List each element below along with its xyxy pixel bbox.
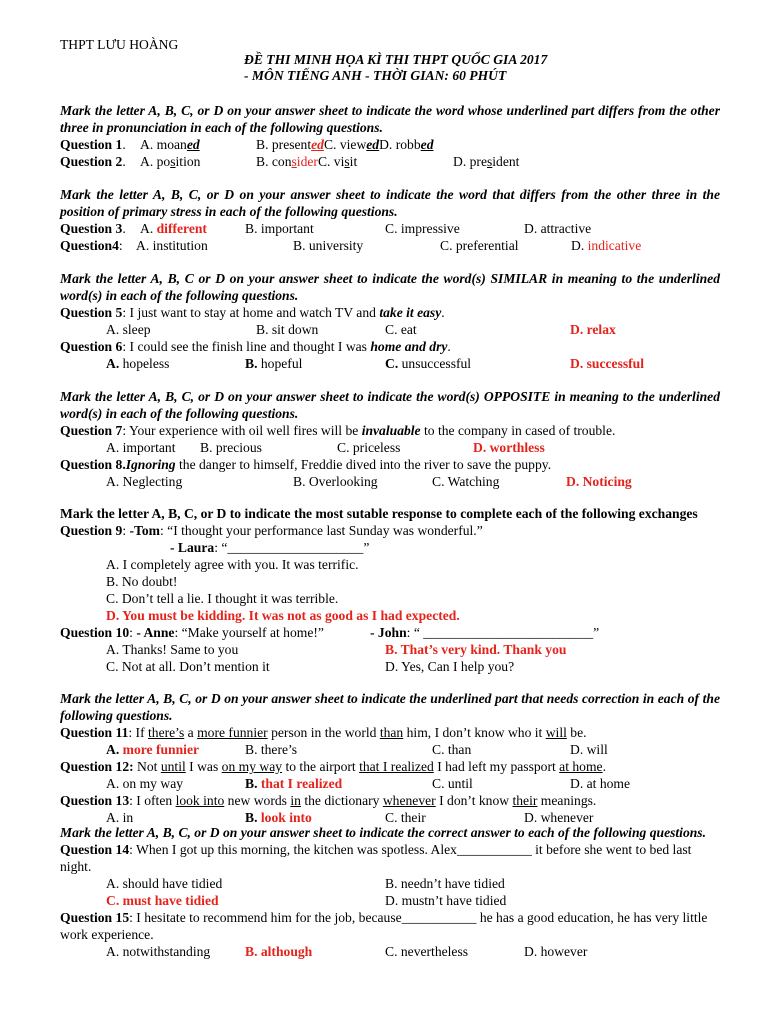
option-a: A. sleep: [106, 322, 151, 337]
option-b: B. That’s very kind. Thank you: [385, 642, 567, 657]
option-c: C. their: [385, 810, 426, 825]
exam-title-line1: ĐỀ THI MINH HỌA KÌ THI THPT QUỐC GIA 2017: [244, 52, 548, 67]
question-10-options-cd: [60, 658, 720, 675]
question-2: Question 2. A. position B. considerC. visit D. president: [60, 154, 520, 169]
question-3: Question 3. A. different B. important C. impressive D. attractive: [60, 221, 592, 236]
option-c: C. Watching: [432, 474, 500, 489]
question-6-options: [60, 355, 720, 372]
section-opposite: [60, 388, 720, 490]
option-d: D. at home: [570, 776, 631, 791]
option-d: D. Yes, Can I help you?: [385, 659, 515, 674]
option-a: A. hopeless: [106, 356, 170, 371]
question-8-options: [60, 473, 720, 490]
option-c: C. priceless: [337, 440, 401, 455]
question-label: Question 9: [60, 523, 123, 538]
option-a: A. important: [106, 440, 176, 455]
section-stress: [60, 186, 720, 254]
option-a: A. moaned: [140, 137, 200, 152]
question-14: Question 14: When I got up this morning, the kitchen was spotless. Alex___________ it before she went to bed last night.: [60, 842, 692, 874]
option-a: A. institution: [136, 238, 208, 253]
question-label: Question 14: [60, 842, 130, 857]
instruction: Mark the letter A, B, C, or D on your answer sheet to indicate the word whose underlined part differs from the other three in pronunciation in each of the following questions.: [60, 103, 720, 135]
option-d: D. president: [453, 154, 520, 169]
question-14-options-cd: [60, 892, 720, 909]
option-b: B. precious: [200, 440, 262, 455]
option-c: C. preferential: [440, 238, 519, 253]
option-d: D. attractive: [524, 221, 592, 236]
question-9: Question 9: -Tom: “I thought your performance last Sunday was wonderful.”: [60, 523, 483, 538]
option-a: A. in: [106, 810, 134, 825]
question-15: Question 15: I hesitate to recommend him for the job, because___________ he has a good education, he has very little work experience.: [60, 910, 708, 942]
question-10-options-ab: [60, 641, 720, 658]
option-d: D. relax: [570, 322, 616, 337]
question-7-options: [60, 439, 720, 456]
option-c: C. until: [432, 776, 473, 791]
question-7: Question 7: Your experience with oil well fires will be invaluable to the company in cased of trouble.: [60, 423, 616, 438]
question-label: Question 3: [60, 221, 123, 236]
option-a: A. Neglecting: [106, 474, 183, 489]
option-d: D. however: [524, 944, 588, 959]
option-c: C. Not at all. Don’t mention it: [106, 659, 270, 674]
instruction: Mark the letter A, B, C, or D on your answer sheet to indicate the word that differs from the other three in the position of primary stress in each of the following questions.: [60, 187, 720, 219]
option-b: B. important: [245, 221, 314, 236]
question-label: Question 7: [60, 423, 123, 438]
question-5-options: [60, 321, 720, 338]
section-similar: [60, 270, 720, 372]
option-c: C. impressive: [385, 221, 460, 236]
option-d: D. indicative: [571, 238, 642, 253]
question-15-options: [60, 943, 720, 960]
question-label: Question 5: [60, 305, 123, 320]
question-5: Question 5: I just want to stay at home and watch TV and take it easy.: [60, 305, 445, 320]
question-9-option-c: C. Don’t tell a lie. I thought it was terrible.: [106, 591, 339, 606]
section-correction: [60, 690, 720, 826]
question-9-option-b: B. No doubt!: [106, 574, 178, 589]
school-name: THPT LƯU HOÀNG: [60, 37, 179, 52]
option-a: A. should have tidied: [106, 876, 223, 891]
option-c: C. than: [432, 742, 472, 757]
question-8: Question 8.Ignoring the danger to himself, Freddie dived into the river to save the puppy.: [60, 457, 552, 472]
instruction: Mark the letter A, B, C, or D on your answer sheet to indicate the underlined part that needs correction in each of the following questions.: [60, 691, 720, 723]
option-c: C. must have tidied: [106, 893, 219, 908]
question-1: Question 1. A. moaned B. presentedC. viewedD. robbed: [60, 137, 434, 152]
question-9-option-a: A. I completely agree with you. It was terrific.: [106, 557, 359, 572]
question-label: Question 6: [60, 339, 123, 354]
instruction: Mark the letter A, B, C, or D on your answer sheet to indicate the word(s) OPPOSITE in meaning to the underlined word(s) in each of the following questions.: [60, 389, 720, 421]
option-d: D. mustn’t have tidied: [385, 893, 507, 908]
question-label: Question 1: [60, 137, 123, 152]
question-4: Question4: A. institution B. university C. preferential D. indicative: [60, 238, 642, 253]
option-b: B. presentedC. viewedD. robbed: [256, 137, 434, 152]
option-b: B. Overlooking: [293, 474, 378, 489]
option-b: B. sit down: [256, 322, 319, 337]
question-12: Question 12: Not until I was on my way to the airport that I realized I had left my passport at home.: [60, 759, 606, 774]
question-13: Question 13: I often look into new words in the dictionary whenever I don’t know their meanings.: [60, 793, 597, 808]
option-c: C. eat: [385, 322, 417, 337]
question-9-option-d: D. You must be kidding. It was not as good as I had expected.: [106, 608, 460, 623]
question-14-options-ab: [60, 875, 720, 892]
option-d: D. worthless: [473, 440, 545, 455]
option-b: B. considerC. visit: [256, 154, 358, 169]
option-a: A. notwithstanding: [106, 944, 211, 959]
question-label: Question 13: [60, 793, 130, 808]
option-a: A. position: [140, 154, 201, 169]
section-correct-answer: [60, 824, 720, 960]
option-b: B. needn’t have tidied: [385, 876, 505, 891]
question-12-options: [60, 775, 720, 792]
question-11-options: [60, 741, 720, 758]
option-b: B. look into: [245, 810, 312, 825]
option-b: B. hopeful: [245, 356, 303, 371]
option-d: D. successful: [570, 356, 645, 371]
option-c: C. unsuccessful: [385, 356, 472, 371]
option-a: A. on my way: [106, 776, 184, 791]
option-a: A. more funnier: [106, 742, 200, 757]
instruction: Mark the letter A, B, C, or D on your answer sheet to indicate the correct answer to each of the following questions.: [60, 825, 706, 840]
option-b: B. there’s: [245, 742, 298, 757]
question-label: Question4: [60, 238, 119, 253]
option-d: D. Noticing: [566, 474, 632, 489]
exam-title: [244, 52, 547, 84]
option-b: B. university: [293, 238, 364, 253]
question-label: Question 15: [60, 910, 130, 925]
section-pronunciation: [60, 102, 720, 170]
option-d: D. will: [570, 742, 608, 757]
instruction: Mark the letter A, B, C or D on your answer sheet to indicate the word(s) SIMILAR in meaning to the underlined word(s) in each of the following questions.: [60, 271, 720, 303]
question-6: Question 6: I could see the finish line and thought I was home and dry.: [60, 339, 451, 354]
section-exchanges: [60, 505, 720, 675]
question-label: Question 12:: [60, 759, 134, 774]
question-label: Question 11: [60, 725, 129, 740]
option-b: B. that I realized: [245, 776, 343, 791]
question-label: Question 10: [60, 625, 130, 640]
question-10: Question 10: - Anne: “Make yourself at home!” - John: “ _________________________”: [60, 625, 600, 640]
question-9-reply: - Laura: “____________________”: [170, 540, 370, 555]
option-b: B. although: [245, 944, 313, 959]
instruction: Mark the letter A, B, C, or D to indicate the most sutable response to complete each of the following exchanges: [60, 506, 698, 521]
question-label: Question 8.: [60, 457, 126, 472]
option-d: D. whenever: [524, 810, 594, 825]
option-a: A. different: [140, 221, 207, 236]
question-label: Question 2: [60, 154, 123, 169]
question-11: Question 11: If there’s a more funnier person in the world than him, I don’t know who it will be.: [60, 725, 587, 740]
option-a: A. Thanks! Same to you: [106, 642, 239, 657]
option-c: C. nevertheless: [385, 944, 469, 959]
exam-title-line2: - MÔN TIẾNG ANH - THỜI GIAN: 60 PHÚT: [244, 68, 507, 83]
